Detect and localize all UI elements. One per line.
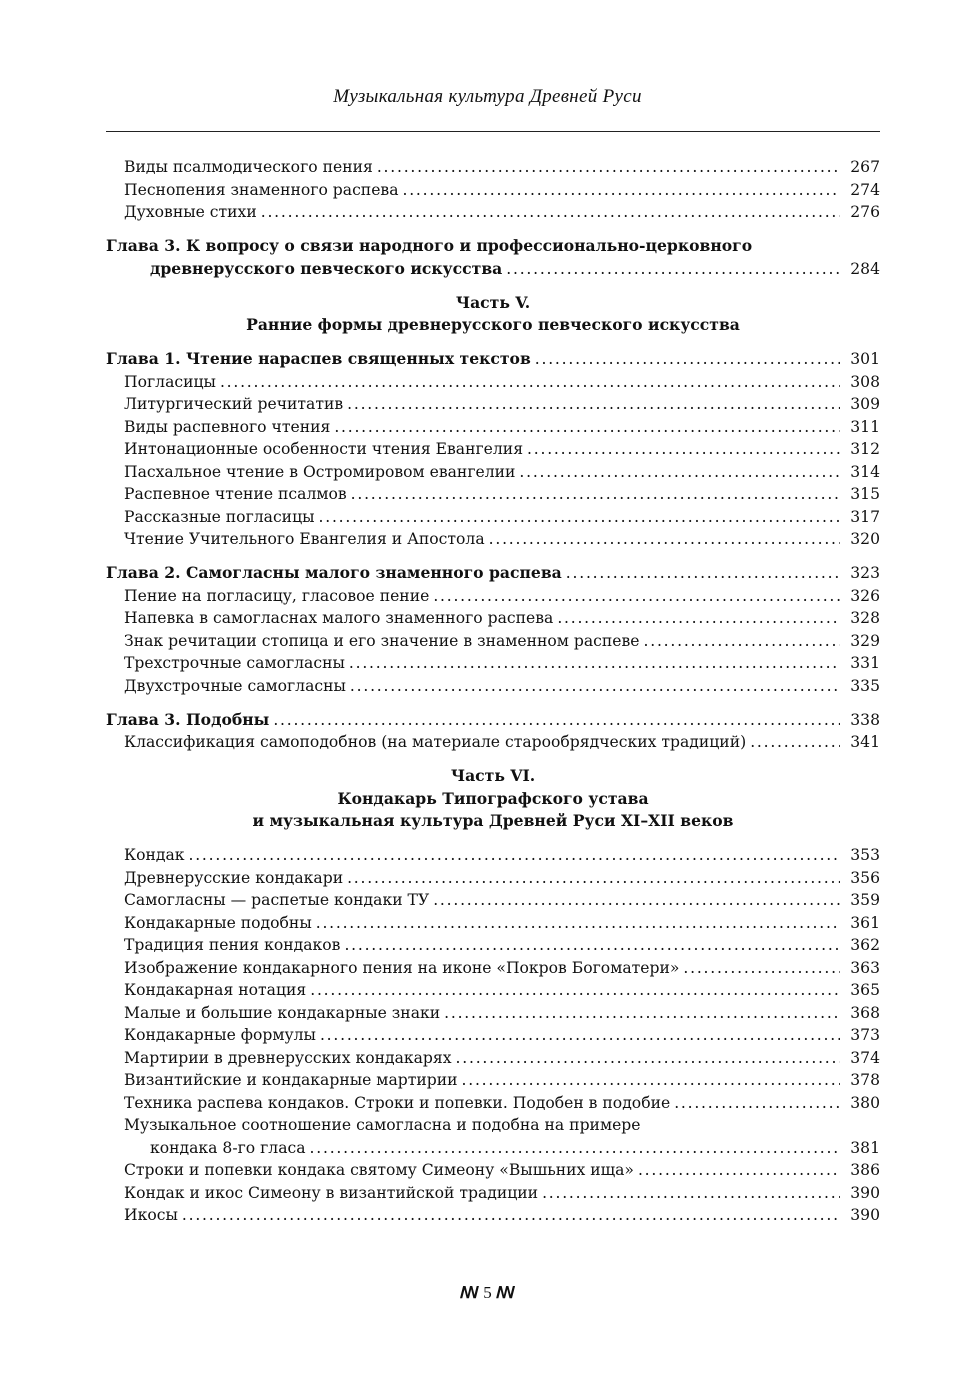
dot-leader — [349, 652, 840, 675]
entry-title-continued: кондака 8-го гласа — [150, 1138, 306, 1157]
toc-entry[interactable] — [106, 1204, 880, 1227]
entry-page-number: 276 — [850, 203, 880, 221]
dot-leader — [220, 371, 840, 394]
entry-page-number: 386 — [850, 1161, 880, 1179]
dot-leader — [644, 630, 840, 653]
dot-leader — [527, 438, 840, 461]
toc-entry[interactable] — [106, 1002, 880, 1025]
table-of-contents — [106, 156, 880, 1227]
entry-title: Песнопения знаменного распева — [124, 180, 399, 199]
entry-page-number: 362 — [850, 936, 880, 954]
toc-entry[interactable] — [106, 1047, 880, 1070]
dot-leader — [189, 844, 841, 867]
entry-page-number: 338 — [850, 710, 880, 729]
entry-page-number: 312 — [850, 440, 880, 458]
toc-entry[interactable] — [106, 675, 880, 698]
section-gap — [106, 280, 880, 292]
entry-page-number: 390 — [850, 1206, 880, 1224]
dot-leader — [519, 461, 840, 484]
dot-leader — [433, 889, 840, 912]
entry-page-number: 365 — [850, 981, 880, 999]
toc-entry[interactable] — [106, 934, 880, 957]
entry-title: Рассказные погласицы — [124, 507, 315, 526]
toc-entry[interactable] — [106, 912, 880, 935]
entry-title: Музыкальное соотношение самогласна и подобна на примере — [124, 1116, 641, 1134]
entry-page-number: 374 — [850, 1048, 880, 1067]
dot-leader — [542, 1182, 840, 1205]
dot-leader — [638, 1159, 840, 1182]
ornament-right-icon: ꟿ — [496, 1285, 516, 1302]
toc-chapter-entry[interactable] — [106, 562, 880, 585]
toc-entry[interactable] — [106, 528, 880, 551]
toc-entry[interactable] — [106, 179, 880, 202]
dot-leader — [351, 483, 840, 506]
dot-leader — [344, 934, 840, 957]
dot-leader — [535, 348, 840, 371]
toc-entry[interactable] — [106, 652, 880, 675]
toc-chapter-entry[interactable] — [106, 235, 880, 258]
dot-leader — [456, 1047, 840, 1070]
entry-page-number: 368 — [850, 1003, 880, 1022]
entry-title: Кондакарные подобны — [124, 913, 312, 932]
entry-page-number: 378 — [850, 1071, 880, 1089]
entry-page-number: 328 — [850, 609, 880, 627]
entry-title: Погласицы — [124, 372, 216, 391]
dot-leader — [316, 912, 840, 935]
toc-entry[interactable] — [106, 483, 880, 506]
toc-chapter-entry[interactable] — [106, 348, 880, 371]
entry-page-number: 381 — [850, 1138, 880, 1157]
page-footer — [0, 1283, 975, 1303]
entry-title: Чтение Учительного Евангелия и Апостола — [124, 530, 485, 548]
entry-page-number: 301 — [850, 350, 880, 368]
entry-title: Глава 2. Самогласны малого знаменного распева — [106, 563, 562, 582]
section-gap — [106, 224, 880, 236]
dot-leader — [334, 416, 840, 439]
entry-title: Малые и большие кондакарные знаки — [124, 1003, 441, 1022]
entry-title: Мартирии в древнерусских кондакарях — [124, 1048, 452, 1067]
section-gap — [106, 337, 880, 349]
toc-entry[interactable] — [106, 1092, 880, 1115]
toc-entry[interactable] — [106, 731, 880, 754]
running-header: Музыкальная культура Древней Руси — [333, 86, 642, 107]
entry-title: Икосы — [124, 1206, 178, 1224]
dot-leader — [750, 731, 840, 754]
dot-leader — [683, 957, 840, 980]
toc-entry[interactable] — [106, 1182, 880, 1205]
toc-entry[interactable] — [106, 371, 880, 394]
toc-entry[interactable] — [106, 393, 880, 416]
entry-title: Изображение кондакарного пения на иконе «Покров Богоматери» — [124, 958, 680, 977]
toc-chapter-entry[interactable] — [106, 709, 880, 732]
entry-title: Византийские и кондакарные мартирии — [124, 1071, 458, 1089]
toc-entry[interactable] — [106, 1114, 880, 1137]
entry-page-number: 356 — [850, 868, 880, 887]
part-heading: Ранние формы древнерусского певческого искусства — [246, 315, 740, 334]
entry-title: Кондакарная нотация — [124, 981, 307, 999]
toc-entry[interactable] — [106, 607, 880, 630]
toc-entry[interactable] — [106, 844, 880, 867]
entry-title: Техника распева кондаков. Строки и попевки. Подобен в подобие — [124, 1093, 671, 1112]
entry-title: Трехстрочные самогласны — [124, 654, 345, 672]
dot-leader — [350, 675, 840, 698]
section-gap — [106, 551, 880, 563]
toc-entry[interactable] — [106, 979, 880, 1002]
part-heading: Часть VI. — [450, 766, 536, 785]
entry-title: Интонационные особенности чтения Евангелия — [124, 440, 524, 458]
dot-leader — [557, 607, 840, 630]
entry-page-number: 390 — [850, 1183, 880, 1202]
entry-title: Кондакарные формулы — [124, 1026, 316, 1044]
toc-entry-continuation[interactable] — [106, 258, 880, 281]
toc-entry[interactable] — [106, 201, 880, 224]
entry-title: Самогласны — распетые кондаки ТУ — [124, 891, 430, 909]
entry-title: Классификация самоподобнов (на материале старообрядческих традиций) — [124, 733, 747, 751]
part-heading: Часть V. — [455, 292, 531, 312]
dot-leader — [347, 393, 840, 416]
entry-title: Пение на погласицу, гласовое пение — [124, 586, 430, 605]
entry-page-number: 329 — [850, 631, 880, 650]
toc-entry[interactable] — [106, 585, 880, 608]
dot-leader — [273, 709, 840, 732]
toc-entry[interactable] — [106, 461, 880, 484]
entry-page-number: 341 — [850, 733, 880, 751]
entry-title: Распевное чтение псалмов — [124, 485, 347, 503]
dot-leader — [347, 867, 840, 890]
dot-leader — [310, 979, 840, 1002]
toc-entry[interactable] — [106, 957, 880, 980]
entry-page-number: 380 — [850, 1093, 880, 1112]
dot-leader — [377, 156, 840, 179]
entry-page-number: 308 — [850, 372, 880, 391]
dot-leader — [310, 1137, 840, 1160]
section-gap — [106, 833, 880, 845]
dot-leader — [489, 528, 840, 551]
entry-title: Литургический речитатив — [124, 395, 344, 413]
section-gap — [106, 754, 880, 766]
section-gap — [106, 697, 880, 709]
page-number: 5 — [483, 1283, 492, 1302]
toc-entry[interactable] — [106, 1024, 880, 1047]
dot-leader — [403, 179, 841, 202]
toc-entry[interactable] — [106, 867, 880, 890]
entry-page-number: 311 — [850, 417, 880, 436]
entry-page-number: 353 — [850, 846, 880, 864]
dot-leader — [462, 1069, 840, 1092]
entry-page-number: 315 — [850, 485, 880, 503]
entry-page-number: 335 — [850, 676, 880, 695]
toc-entry[interactable] — [106, 630, 880, 653]
entry-page-number: 267 — [850, 158, 880, 176]
entry-title: Строки и попевки кондака святому Симеону «Вышьних ища» — [124, 1161, 634, 1179]
toc-entry[interactable] — [106, 438, 880, 461]
toc-entry[interactable] — [106, 1069, 880, 1092]
entry-title: Виды распевного чтения — [124, 417, 331, 436]
toc-entry[interactable] — [106, 416, 880, 439]
entry-title: Двухстрочные самогласны — [124, 676, 346, 695]
entry-title-continued: древнерусского певческого искусства — [150, 258, 503, 278]
entry-page-number: 373 — [850, 1026, 880, 1044]
entry-page-number: 317 — [850, 507, 880, 526]
header-rule — [106, 131, 880, 132]
entry-title: Кондак и икос Симеону в византийской традиции — [124, 1183, 539, 1202]
part-heading: и музыкальная культура Древней Руси XI–XII веков — [252, 811, 734, 830]
entry-page-number: 309 — [850, 395, 880, 413]
entry-title: Глава 3. Подобны — [106, 709, 270, 729]
toc-entry[interactable] — [106, 156, 880, 179]
dot-leader — [182, 1204, 840, 1227]
dot-leader — [506, 258, 840, 281]
entry-title: Пасхальное чтение в Остромировом евангелии — [124, 462, 516, 481]
dot-leader — [319, 506, 840, 529]
toc-entry[interactable] — [106, 889, 880, 912]
entry-page-number: 314 — [850, 462, 880, 481]
entry-title: Глава 1. Чтение нараспев священных текстов — [106, 349, 531, 368]
entry-title: Напевка в самогласнах малого знаменного распева — [124, 609, 554, 627]
entry-page-number: 320 — [850, 530, 880, 548]
entry-page-number: 361 — [850, 913, 880, 932]
entry-page-number: 326 — [850, 586, 880, 605]
dot-leader — [261, 201, 840, 224]
dot-leader — [444, 1002, 840, 1025]
entry-page-number: 323 — [850, 564, 880, 582]
entry-title: Виды псалмодического пения — [124, 158, 373, 176]
entry-page-number: 331 — [850, 654, 880, 672]
entry-page-number: 274 — [850, 180, 880, 199]
ornament-left-icon: ꟿ — [459, 1285, 479, 1302]
toc-entry[interactable] — [106, 1159, 880, 1182]
dot-leader — [566, 562, 840, 585]
entry-title: Традиция пения кондаков — [124, 936, 341, 954]
entry-title: Кондак — [124, 846, 185, 864]
toc-entry-continuation[interactable] — [106, 1137, 880, 1160]
entry-page-number: 363 — [850, 958, 880, 977]
toc-entry[interactable] — [106, 506, 880, 529]
dot-leader — [674, 1092, 840, 1115]
entry-title: Глава 3. К вопросу о связи народного и профессионально-церковного — [106, 236, 753, 255]
entry-title: Духовные стихи — [124, 203, 257, 221]
part-heading: Кондакарь Типографского устава — [337, 788, 649, 808]
dot-leader — [433, 585, 840, 608]
entry-title: Древнерусские кондакари — [124, 868, 344, 887]
dot-leader — [320, 1024, 840, 1047]
entry-page-number: 359 — [850, 891, 880, 909]
entry-page-number: 284 — [850, 259, 880, 278]
entry-title: Знак речитации стопица и его значение в знаменном распеве — [124, 631, 640, 650]
